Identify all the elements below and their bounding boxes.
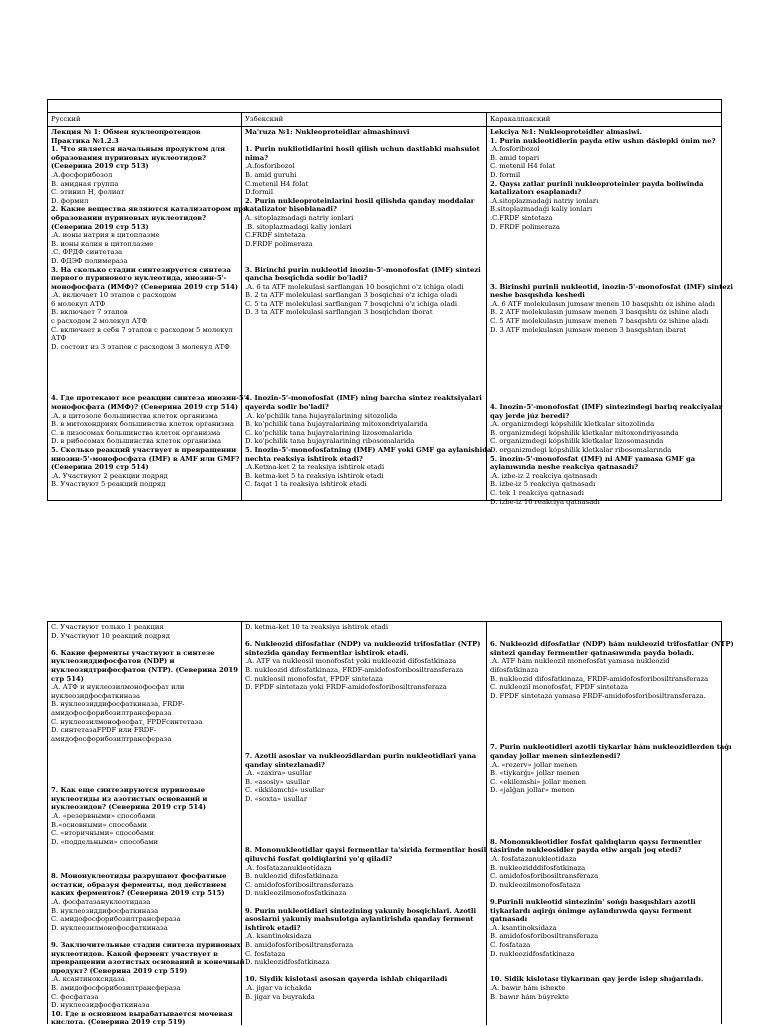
- answer-line: D.FRDF polimeraza: [245, 239, 313, 248]
- answer-line: .A.Ketma-ket 2 ta reaksiya ishtirok etadi: [245, 463, 385, 472]
- blank-line: [245, 326, 483, 335]
- answer-line: .A. fosfatazanukleotidaza: [490, 855, 577, 864]
- answer-line: B.sitoplazmadaǵi kaliy ionları: [490, 205, 593, 214]
- answer-line: .А. ионы натрия в цитоплазме: [51, 231, 160, 240]
- blank-line: [245, 257, 483, 266]
- blank-line: [245, 718, 483, 727]
- blank-line: [51, 846, 238, 855]
- blank-line: [245, 377, 483, 386]
- answer-line: C. амидофосфорибозилтрансфераза: [51, 915, 181, 924]
- blank-line: [490, 257, 718, 266]
- answer-line: C. amidofosforibosiltransferaza: [490, 872, 599, 881]
- question-line: 5. inozin-5'-monofosfat (IMF) ni AMF yamasa GMF ga: [490, 454, 696, 463]
- answer-line: D. «поддельными» способами: [51, 837, 159, 846]
- blank-line: [490, 726, 718, 735]
- question-line: neshe basqıshda keshedi: [490, 291, 585, 300]
- answer-line: D. izbe-iz 10 reakciya qatnasadı: [490, 497, 600, 506]
- question-line: 8. Мононуклеотиды разрушают фосфатные: [51, 872, 227, 881]
- question-line: (Северина 2019 стр 513): [51, 222, 149, 231]
- answer-line: C. fosfataza: [490, 940, 531, 949]
- answer-line: B. 2 ta ATF molekulasi sarflangan 3 bosqichni o'z ichiga oladi: [245, 291, 458, 300]
- blank-line: [490, 821, 718, 830]
- page2-table: [47, 621, 734, 1027]
- blank-line: [490, 718, 718, 727]
- question-line: 3. Birinshi purinli nukleotid, inozin-5'-monofosfat (IMF) sintezi: [490, 282, 733, 291]
- blank-line: [51, 351, 238, 360]
- blank-line: [490, 967, 718, 976]
- answer-line: .A. fosfatazanukleotidaza: [245, 863, 332, 872]
- answer-line: B. нуклеозиддифосфаткиназа: [51, 906, 159, 915]
- question-line: стр 514): [51, 674, 84, 683]
- answer-line: D. ФДЭФ полимераза: [51, 256, 128, 265]
- blank-line: [245, 803, 483, 812]
- question-line: qatnasadı: [490, 915, 528, 924]
- question-line: монофосфата (ИМФ)? (Северина 2019 стр 514): [51, 282, 239, 291]
- header-row: [48, 113, 721, 127]
- question-line: nechta reaksiya ishtirok etadi?: [245, 454, 363, 463]
- blank-line: [245, 726, 483, 735]
- blank-line: [51, 386, 238, 395]
- blank-line: [245, 369, 483, 378]
- answer-line: .А. ксантиноксидаза: [51, 975, 125, 984]
- blank-line: [490, 377, 718, 386]
- page2-body-row: [48, 622, 734, 1027]
- question-line: превращении азотистых оснований в конечный: [51, 958, 245, 967]
- blank-line: [490, 386, 718, 395]
- answer-line: .A. 6 ATF molekulasın jumsaw menen 10 basqıshtı óz ishine aladı: [490, 299, 715, 308]
- blank-line: [245, 632, 483, 641]
- answer-line: D. organizmdegi kópshilik kletkalar ribosomalarında: [490, 445, 672, 454]
- answer-line: .A. ksantinoksidaza: [490, 923, 557, 932]
- answer-line: D. состоит из 3 этапов с расходом 3 молекул АТФ: [51, 342, 230, 351]
- answer-line: .A. ATF va nukleosil monofosfat yoki nukleozid difosfatkinaza: [245, 657, 457, 666]
- answer-line: C.FRDF sintetaza: [245, 231, 306, 240]
- answer-line: D.formil: [245, 188, 274, 197]
- question-line: нуклеозидов? (Северина 2019 стр 514): [51, 803, 207, 812]
- question-line: образовании пуриновых нуклеотидов?: [51, 213, 207, 222]
- question-line: 1. Purin nukleotidlerin payda etiw ushın dáslepki ónim ne?: [490, 136, 716, 145]
- question-line: Lekciya №1: Nukleoproteidler almasiwi.: [490, 128, 642, 136]
- page2-russian-column: [48, 622, 245, 1027]
- question-line: 7. Azotli asoslar va nukleozidlardan purin nukleotidlari yana: [245, 751, 477, 760]
- answer-line: C. «вторичными» способами: [51, 829, 154, 838]
- answer-line: C.metenil H4 folat: [245, 179, 309, 188]
- answer-line: .A. ATF hám nukleozil monofosfat yamasa nukleozid: [490, 657, 670, 666]
- answer-line: C. Участвуют только 1 реакция: [51, 623, 164, 631]
- answer-line: .A. jigar va ichakda: [245, 983, 312, 992]
- answer-line: C. ko'pchilik tana hujayralarining lizosomalarida: [245, 428, 413, 437]
- answer-line: B. amid guruhi: [245, 170, 297, 179]
- answer-line: .B. sitoplazmadagi kaliy ionlari: [245, 222, 352, 231]
- page1-table: [47, 99, 733, 506]
- question-line: qay jerde júz beredi?: [490, 411, 570, 420]
- blank-line: [490, 795, 718, 804]
- question-line: 6. Какие ферменты участвуют в синтезе: [51, 648, 215, 657]
- blank-line: [51, 640, 238, 649]
- question-line: 9. Заключительные стадии синтеза пуриновых: [51, 940, 241, 949]
- answer-line: D. nukleozidfosfatkinaza: [245, 958, 330, 967]
- answer-line: D. Участвуют 10 реакций подряд: [51, 631, 170, 640]
- blank-line: [51, 932, 238, 941]
- question-line: 1. Purin nukliotidlarini hosil qilish uchun dastlabki mahsulot: [245, 145, 480, 154]
- question-line: 10. Siydik kislotasi asosan qayerda ishlab chiqariladi: [245, 975, 448, 984]
- blank-line: [51, 864, 238, 873]
- blank-line: [490, 803, 718, 812]
- answer-line: .A.fosforibozol: [490, 145, 540, 154]
- blank-line: [490, 360, 718, 369]
- question-line: qanday jollar menen sintezlenedi?: [490, 751, 621, 760]
- answer-line: B. amidofosforibosiltransferaza: [245, 940, 354, 949]
- answer-line: D. FPDF sintetaza yamasa FRDF-amidofosforibosiltransferaza.: [490, 691, 706, 700]
- question-line: tiykarlardı aqirǵı ónimge aylandırıwda qaysı ferment: [490, 906, 692, 915]
- answer-line: difosfatkinaza: [490, 665, 539, 674]
- blank-line: [245, 386, 483, 395]
- answer-line: D. nukleozilmonofosfataza: [490, 880, 581, 889]
- question-line: aylanıwında neshe reakciya qatnasadı?: [490, 463, 639, 472]
- answer-line: .А. Участвуют 2 реакции подряд: [51, 471, 168, 480]
- answer-line: C. metenil H4 folat: [490, 162, 556, 171]
- answer-line: B. nukleozidddifosfatkinaza: [490, 863, 586, 872]
- answer-line: B. «asosiy» usullar: [245, 777, 310, 786]
- answer-line: B. izbe-iz 5 reakciya qatnasadı: [490, 480, 596, 489]
- answer-line: .A. «rezerv» jollar menen: [490, 760, 578, 769]
- page1-body-row: [48, 127, 733, 506]
- question-line: (Северина 2019 стр 514): [51, 463, 149, 472]
- blank-line: [245, 709, 483, 718]
- question-line: Лекция № 1: Обмен нуклеопротеидов: [51, 128, 201, 136]
- blank-line: [490, 700, 718, 709]
- question-line: 6. Nukleozid difosfatlar (NDP) hám nukleozid trifosfatlar (NTP): [490, 640, 734, 649]
- question-line: sintezida qanday fermentlar ishtirok etadi.: [245, 648, 409, 657]
- page1-russian-column: [48, 127, 249, 501]
- blank-line: [245, 838, 483, 847]
- header-karakalpak: Каракалпакский: [490, 115, 551, 123]
- answer-line: .А. включает 10 этапов с расходом: [51, 291, 177, 300]
- answer-line: B. amidofosforibosiltransferaza: [490, 932, 599, 941]
- answer-line: D. formil: [490, 170, 521, 179]
- answer-line: A. sitoplazmadagi natriy ionlari: [245, 213, 354, 222]
- answer-line: D. ko'pchilik tana hujayralarining ribosomalarida: [245, 437, 415, 446]
- blank-line: [245, 351, 483, 360]
- answer-line: B.«основными» способами: [51, 820, 148, 829]
- header-uzbek: Узбекский: [242, 113, 487, 126]
- answer-line: .A.fosforibozol: [245, 162, 295, 171]
- blank-line: [490, 812, 718, 821]
- answer-line: 6 молекул АТФ: [51, 299, 106, 308]
- blank-line: [490, 266, 718, 275]
- question-line: 7. Purin nukleotidleri azotli tiykarlar hám nukleozidlerden taǵı: [490, 743, 732, 752]
- header-russian: Русский: [48, 113, 242, 126]
- blank-line: [245, 360, 483, 369]
- answer-line: C. nukleosil monofosfat, FPDF sintetaza: [245, 674, 383, 683]
- blank-line: [490, 334, 718, 343]
- blank-line: [490, 623, 718, 632]
- answer-line: .А. в цитозоле большинства клеток организма: [51, 411, 218, 420]
- answer-line: D. «soxta» usullar: [245, 794, 308, 803]
- blank-line: [490, 735, 718, 744]
- answer-line: B. включает 7 этапов: [51, 308, 128, 317]
- answer-line: C. «ikkilamchi» usullar: [245, 786, 325, 795]
- answer-line: с расходом 2 молекул АТФ: [51, 317, 148, 326]
- question-line: 6. Nukleozid difosfatlar (NDP) va nukleozid trifosfatlar (NTP): [245, 640, 481, 649]
- question-line: продукт? (Северина 2019 стр 519): [51, 966, 188, 975]
- blank-line: [490, 958, 718, 967]
- blank-line: [245, 137, 483, 146]
- answer-line: D. «jalǵan jollar» menen: [490, 786, 575, 795]
- answer-line: D. FPDF sintetaza yoki FRDF-amidofosforibosiltransferaza: [245, 683, 447, 692]
- answer-line: B. ko'pchilik tana hujayralarining mitoxondriyalarida: [245, 420, 428, 429]
- answer-line: B. амидная группа: [51, 179, 119, 188]
- question-line: 10. Где в основном вырабатывается мочевая: [51, 1009, 233, 1018]
- answer-line: C. 5 ta ATF molekulasi sarflangan 7 bosqichni o'z ichiga oladi: [245, 299, 458, 308]
- answer-line: нуклеозидфосфаткиназа: [51, 691, 141, 700]
- blank-line: [245, 829, 483, 838]
- answer-line: .C.FRDF sintetaza: [490, 213, 553, 222]
- question-line: нуклеотиды из азотистых оснований и: [51, 794, 208, 803]
- question-line: Практика №1.2.3: [51, 136, 119, 145]
- question-line: qayerda sodir bo'ladi?: [245, 403, 329, 411]
- answer-line: B. jigar va buyrakda: [245, 992, 315, 1001]
- blank-line: [245, 317, 483, 326]
- blank-line: [51, 769, 238, 778]
- page2-uzbek-column: [242, 622, 487, 1025]
- answer-line: B. nukleozid difosfatkinaza: [245, 872, 339, 881]
- blank-line: [245, 248, 483, 257]
- page1-karakalpak-column: [487, 127, 733, 506]
- question-line: katalizator hisoblanadi?: [245, 205, 337, 214]
- answer-line: B. amid topari: [490, 153, 540, 162]
- answer-line: B. ketma-ket 5 ta reaksiya ishtirok etadi: [245, 471, 384, 480]
- answer-line: C. в лизосомах большинства клеток организма: [51, 428, 221, 437]
- answer-line: B. ионы калия в цитоплазме: [51, 239, 154, 248]
- question-line: 8. Mononukleotidlar qaysi fermentlar ta'sirida fermentlar hosil: [245, 846, 487, 855]
- question-line: 4. Inozin-5'-monofosfat (IMF) sintezindegi barlıq reakciyalar: [490, 403, 723, 411]
- question-line: 1. Что является начальным продуктом для: [51, 145, 226, 154]
- question-line: образования пуриновых нуклеотидов?: [51, 153, 207, 162]
- blank-line: [51, 752, 238, 761]
- blank-line: [490, 632, 718, 641]
- question-line: нуклеозиддифосфатов (NDP) и: [51, 657, 175, 666]
- answer-line: B. nukleozid difosfatkinaza, FRDF-amidofosforibosiltransferaza: [245, 665, 464, 674]
- answer-line: C. faqat 1 ta reaksiya ishtirok etadi: [245, 480, 367, 489]
- answer-line: АТФ: [51, 334, 67, 343]
- answer-line: D. 3 ATF molekulasın jumsaw menen 3 basqıshtan ibarat: [490, 325, 687, 334]
- blank-line: [490, 829, 718, 838]
- answer-line: C. amidofosforibosiltransferaza: [245, 880, 354, 889]
- blank-line: [245, 967, 483, 976]
- answer-line: .C. ФРДФ синтетаза: [51, 248, 123, 257]
- question-line: 3. На сколько стадии синтезируется синтеза: [51, 265, 231, 274]
- blank-line: [490, 351, 718, 360]
- question-line: 3. Birinchi purin nukleotid inozin-5'-monofosfat (IMF) sintezi: [245, 265, 481, 274]
- answer-line: D. формил: [51, 196, 89, 205]
- answer-line: C. nukleozil monofosfat, FPDF sintetaza: [490, 683, 629, 692]
- question-line: ishtirok etadi?: [245, 923, 301, 932]
- answer-line: B. nukleozid difosfatkinaza, FRDF-amidofosforibosiltransferaza: [490, 674, 709, 683]
- blank-line: [245, 692, 483, 701]
- answer-line: .А. «резервными» способами: [51, 812, 156, 821]
- answer-line: .А.фосфорибозол: [51, 170, 113, 179]
- question-line: qanday sintezlanadi?: [245, 760, 325, 769]
- blank-line: [51, 377, 238, 386]
- answer-line: .A.sitoplazmadaǵi natriy ionları: [490, 196, 599, 205]
- answer-line: C. tek 1 reakciya qatnasadı: [490, 488, 584, 497]
- answer-line: .A. organizmdegi kópshilik kletkalar sitozolinda: [490, 420, 655, 429]
- question-line: 5. Сколько реакций участвует в превращении: [51, 445, 237, 454]
- answer-line: .A. ksantinoksidaza: [245, 932, 312, 941]
- blank-line: [490, 248, 718, 257]
- question-line: tásirinde nukleosidler payda etiw arqalı joq etedi?: [490, 846, 682, 855]
- question-line: asoslarni yakuniy mahsulotga aylantirishda qanday ferment: [245, 915, 474, 924]
- question-line: 9.Purinli nukleotid sintezinin' sońǵı basqıshları azotli: [490, 898, 696, 906]
- answer-line: D. нуклеозидфосфаткиназа: [51, 1001, 150, 1010]
- answer-line: C. 5 ATF molekulasın jumsaw menen 7 basqıshtı óz ishine aladı: [490, 317, 709, 326]
- question-line: sintezi qanday fermentler qatnasıwında payda boladı.: [490, 648, 695, 657]
- question-line: qancha bosqichda sodir bo'ladi?: [245, 274, 368, 283]
- question-line: инозин-5'-монофосфата (IMF) в AMF или GMF?: [51, 454, 240, 463]
- answer-line: .А. АТФ и нуклеозилмонофосфат или: [51, 683, 185, 692]
- blank-line: [51, 855, 238, 864]
- question-line: каких ферментов? (Северина 2019 стр 515): [51, 889, 225, 898]
- answer-line: D. нуклеозилмонофосфаткиназа: [51, 923, 168, 932]
- blank-line: [245, 700, 483, 709]
- question-line: katalizatorı esaplanadı?: [490, 188, 582, 197]
- answer-line: D. FRDF polimeraza: [490, 222, 560, 231]
- blank-line: [490, 343, 718, 352]
- answer-line: B. bawır hám búyrekte: [490, 992, 569, 1001]
- question-line: кислота. (Северина 2019 стр 519): [51, 1018, 186, 1027]
- answer-line: C. fosfataza: [245, 949, 286, 958]
- blank-line: [490, 394, 718, 403]
- question-line: 2. Qaysı zatlar purinli nukleoproteinler payda boliwinda: [490, 179, 704, 188]
- blank-line: [245, 812, 483, 821]
- answer-line: амидофосфорибозилтрансфераза: [51, 734, 172, 743]
- question-line: 4. Где протекают все реакции синтеза инозин-5'-: [51, 394, 249, 403]
- blank-line: [245, 821, 483, 830]
- blank-line: [51, 743, 238, 752]
- question-line: 8. Mononukleotidler fosfat qaldıqların qaysı fermentler: [490, 837, 702, 846]
- blank-line: [245, 343, 483, 352]
- answer-line: C. нуклеозилмонофосфат, FPDFсинтетаза: [51, 717, 203, 726]
- blank-line: [51, 761, 238, 770]
- answer-line: C. этинил H, фолиат: [51, 188, 125, 197]
- question-line: монофосфата (ИМФ)? (Северина 2019 стр 514): [51, 403, 239, 411]
- question-line: (Северина 2019 стр 513): [51, 162, 149, 171]
- answer-line: B. амидофосфорибозилтрансфераза: [51, 983, 181, 992]
- question-line: 10. Sidik kislotası tiykarınan qay jerde islep shıǵarıladı.: [490, 975, 704, 984]
- answer-line: .A. bawır hám isheкte: [490, 983, 566, 992]
- answer-line: .A. 6 ta ATF molekulasi sarflangan 10 bosqichni o'z ichiga oladi: [245, 282, 464, 291]
- question-line: 2. Purin nukleoproteinlarini hosil qilishda qanday moddalar: [245, 196, 475, 205]
- question-line: остатки, образуя ферменты, под действием: [51, 880, 227, 889]
- answer-line: B. 2 ATF molekulasın jumsaw menen 3 basqıshtı óz ishine aladı: [490, 308, 709, 317]
- blank-line: [245, 735, 483, 744]
- blank-line: [490, 274, 718, 283]
- question-line: нуклеотидов. Какой фермент участвует в: [51, 949, 218, 958]
- blank-line: [245, 898, 483, 907]
- blank-line: [490, 369, 718, 378]
- answer-line: .A. «zaxira» usullar: [245, 769, 312, 778]
- answer-line: амидофосфорибозилтрансфераза: [51, 708, 172, 717]
- page1-uzbek-column: [242, 127, 492, 501]
- blank-line: [51, 360, 238, 369]
- answer-line: C. organizmdegi kópshilik kletkalar lizosomasında: [490, 437, 664, 446]
- answer-line: .A. izbe-iz 2 reakciya qatnasadı: [490, 471, 598, 480]
- answer-line: D. ketma-ket 10 ta reaksiya ishtirok etadi: [245, 623, 389, 631]
- question-line: 5. Inozin-5'-monofosfatning (IMF) AMF yoki GMF ga aylanishida: [245, 445, 492, 454]
- answer-line: D. синтетазаFPDF или FRDF-: [51, 726, 156, 735]
- question-line: 4. Inozin-5'-monofosfat (IMF) ning barcha sintez reaktsiyalari: [245, 394, 482, 403]
- answer-line: C. включает в себя 7 этапов с расходом 5 молекул: [51, 325, 233, 334]
- blank-line: [490, 709, 718, 718]
- answer-line: B. в митохондриях большинства клеток организма: [51, 420, 234, 429]
- question-line: nima?: [245, 153, 269, 162]
- answer-line: B. нуклеозиддифосфаткиназа, FRDF-: [51, 700, 185, 709]
- question-line: 9. Purin nukleotidlari sintezining yakuniy bosqichlari. Azotli: [245, 906, 477, 915]
- answer-line: D. nukleozilmonofosfatkinaza: [245, 889, 347, 898]
- answer-line: C. «ekilemshi» jollar menen: [490, 777, 587, 786]
- answer-line: .А. фосфатазануклеотидаза: [51, 898, 151, 906]
- question-line: нуклеозидтрифосфатов (NTP). (Северина 2019: [51, 665, 238, 674]
- table-top-row: [48, 100, 721, 113]
- blank-line: [490, 889, 718, 898]
- blank-line: [245, 334, 483, 343]
- answer-line: D. nukleozidfosfatkinaza: [490, 949, 575, 958]
- page2-karakalpak-column: [487, 622, 734, 1025]
- question-line: 2. Какие вещества являются катализатором при: [51, 205, 249, 214]
- blank-line: [51, 778, 238, 787]
- blank-line: [245, 743, 483, 752]
- answer-line: D. 3 ta ATF molekulasi sarflangan 3 bosqichdan iborat: [245, 308, 433, 317]
- answer-line: D. в рибосомах большинства клеток организма: [51, 437, 222, 446]
- answer-line: C. фосфатаза: [51, 992, 99, 1001]
- answer-line: B. organizmdegi kópshilik kletkalar mitoxondriyasında: [490, 428, 679, 437]
- blank-line: [490, 231, 718, 240]
- answer-line: .A. ko'pchilik tana hujayralarining sitozolida: [245, 411, 398, 420]
- blank-line: [490, 240, 718, 249]
- question-line: первого пуринового нуклеотида, инозин-5'-: [51, 274, 227, 283]
- question-line: 7. Как еще синтезируются пуриновые: [51, 786, 206, 795]
- blank-line: [51, 369, 238, 378]
- answer-line: B. «tiykarǵı» jollar menen: [490, 769, 580, 778]
- question-line: Ma'ruza №1: Nukleoproteidlar almashinuvi: [245, 128, 410, 136]
- question-line: qiluvchi fosfat qoldiqlarini yo'q qiladi?: [245, 855, 393, 864]
- answer-line: B. Участвуют 5 реакций подряд: [51, 480, 166, 489]
